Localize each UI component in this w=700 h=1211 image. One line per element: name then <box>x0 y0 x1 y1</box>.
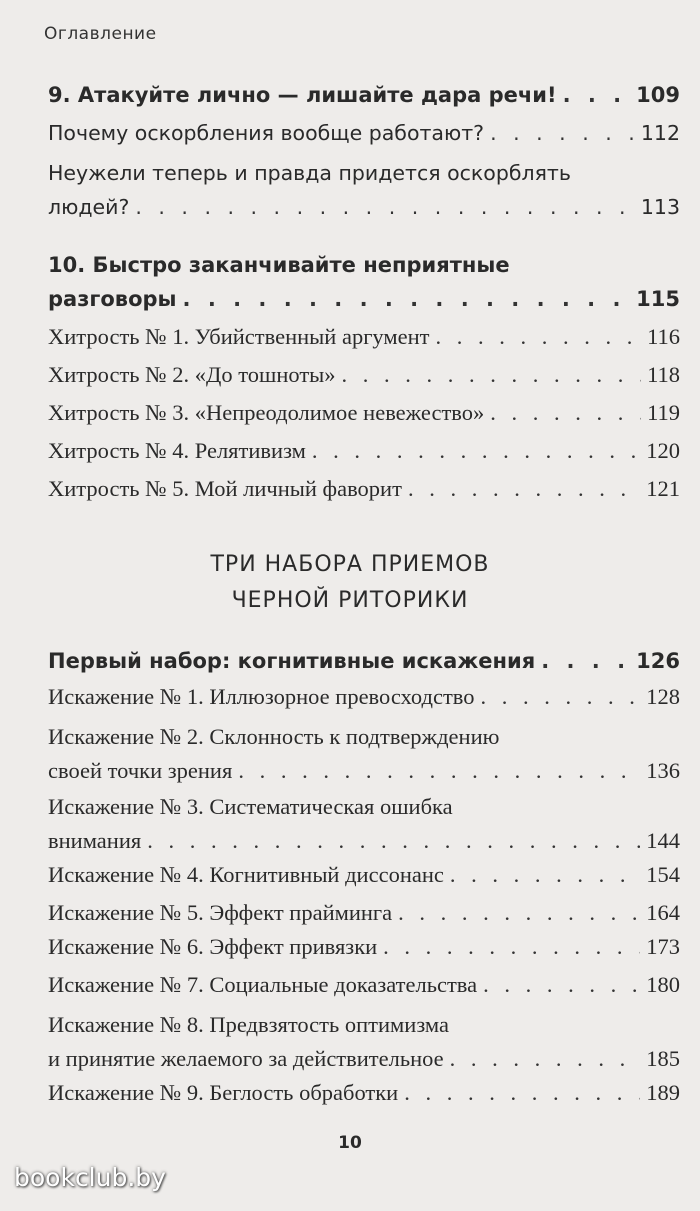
toc-entry-page: 118 <box>647 362 680 387</box>
toc-entry <box>48 320 680 354</box>
toc-entry-page: 144 <box>646 828 680 853</box>
toc-entry <box>48 472 680 506</box>
toc-entry-title: Хитрость № 3. «Непреодолимое невежество» <box>48 400 485 425</box>
toc-entry <box>48 720 680 788</box>
dot-leader <box>450 1042 641 1076</box>
toc-entry-title: Искажение № 7. Социальные доказательства <box>48 972 478 997</box>
toc-entry-page: 185 <box>646 1046 680 1071</box>
toc-entry-title: Искажение № 6. Эффект привязки <box>48 934 378 959</box>
toc-entry-chapter-9 <box>48 78 680 112</box>
dot-leader <box>408 472 640 506</box>
dot-leader <box>135 190 635 224</box>
toc-entry-title: Неужели теперь и правда придется оскорблять <box>48 161 571 185</box>
dot-leader <box>404 1076 640 1110</box>
toc-entry-page: 113 <box>640 195 680 219</box>
toc-entry-title: Хитрость № 4. Релятивизм <box>48 438 306 463</box>
toc-entry <box>48 156 680 224</box>
toc-entry-page: 154 <box>646 862 680 887</box>
toc-entry-page: 136 <box>646 758 680 783</box>
dot-leader <box>563 78 631 112</box>
toc-entry-page: 173 <box>646 934 680 959</box>
page-number: 10 <box>338 1133 362 1153</box>
toc-entry-title-cont: своей точки зрения <box>48 758 233 783</box>
section-heading-line: ТРИ НАБОРА ПРИЕМОВ <box>210 552 490 577</box>
toc-entry-title-cont: людей? <box>48 195 130 219</box>
toc-entry-title: Почему оскорбления вообще работают? <box>48 121 485 145</box>
section-heading-line: ЧЕРНОЙ РИТОРИКИ <box>231 588 469 613</box>
dot-leader <box>183 282 631 316</box>
toc-entry <box>48 896 680 930</box>
toc-entry-page: 121 <box>646 476 680 501</box>
toc-entry <box>48 358 680 392</box>
toc-entry <box>48 930 680 964</box>
dot-leader <box>238 754 640 788</box>
toc-entry-title-cont: и принятие желаемого за действительное <box>48 1046 444 1071</box>
toc-entry <box>48 434 680 468</box>
toc-entry-page: 164 <box>646 900 680 925</box>
dot-leader <box>342 358 642 392</box>
toc-entry-part <box>48 644 680 678</box>
section-heading <box>0 547 700 619</box>
toc-entry <box>48 396 680 430</box>
toc-entry <box>48 1008 680 1076</box>
dot-leader <box>490 116 635 150</box>
toc-entry-title: Искажение № 4. Когнитивный диссонанс <box>48 862 444 887</box>
toc-entry-title: Искажение № 8. Предвзятость оптимизма <box>48 1012 449 1037</box>
dot-leader <box>450 858 640 892</box>
toc-entry <box>48 968 680 1002</box>
toc-entry-page: 116 <box>647 324 680 349</box>
toc-entry-title: Искажение № 5. Эффект прайминга <box>48 900 393 925</box>
toc-entry-title: Искажение № 2. Склонность к подтверждению <box>48 724 500 749</box>
dot-leader <box>398 896 640 930</box>
toc-entry-page: 180 <box>646 972 680 997</box>
dot-leader <box>312 434 640 468</box>
toc-entry-page: 112 <box>640 121 680 145</box>
toc-entry <box>48 116 680 150</box>
toc-entry <box>48 1076 680 1110</box>
toc-entry-title: Первый набор: когнитивные искажения <box>48 649 536 673</box>
toc-entry <box>48 790 680 858</box>
toc-entry-title: Искажение № 9. Беглость обработки <box>48 1080 399 1105</box>
toc-entry <box>48 858 680 892</box>
toc-entry-page: 115 <box>636 287 680 311</box>
toc-entry-title: 9. Атакуйте лично — лишайте дара речи! <box>48 83 557 107</box>
toc-entry-title: Искажение № 3. Систематическая ошибка <box>48 794 453 819</box>
toc-entry-title-cont: разговоры <box>48 287 177 311</box>
toc-entry <box>48 680 680 714</box>
dot-leader <box>541 644 630 678</box>
toc-entry-title: Хитрость № 2. «До тошноты» <box>48 362 336 387</box>
dot-leader <box>383 930 640 964</box>
toc-entry-chapter-10 <box>48 248 680 316</box>
watermark: bookclub.by <box>14 1163 166 1192</box>
toc-entry-page: 119 <box>647 400 680 425</box>
dot-leader <box>481 680 641 714</box>
toc-entry-page: 126 <box>636 649 680 673</box>
toc-entry-title: Хитрость № 1. Убийственный аргумент <box>48 324 430 349</box>
toc-entry-title: Искажение № 1. Иллюзорное превосходство <box>48 684 475 709</box>
dot-leader <box>435 320 641 354</box>
running-head: Оглавление <box>44 24 157 44</box>
dot-leader <box>483 968 640 1002</box>
dot-leader <box>490 396 641 430</box>
toc-entry-page: 189 <box>646 1080 680 1105</box>
toc-entry-page: 109 <box>636 83 680 107</box>
toc-entry-title: 10. Быстро заканчивайте неприятные <box>48 253 510 277</box>
dot-leader <box>147 824 640 858</box>
toc-entry-title-cont: внимания <box>48 828 142 853</box>
toc-entry-title: Хитрость № 5. Мой личный фаворит <box>48 476 402 501</box>
toc-entry-page: 128 <box>646 684 680 709</box>
toc-entry-page: 120 <box>646 438 680 463</box>
